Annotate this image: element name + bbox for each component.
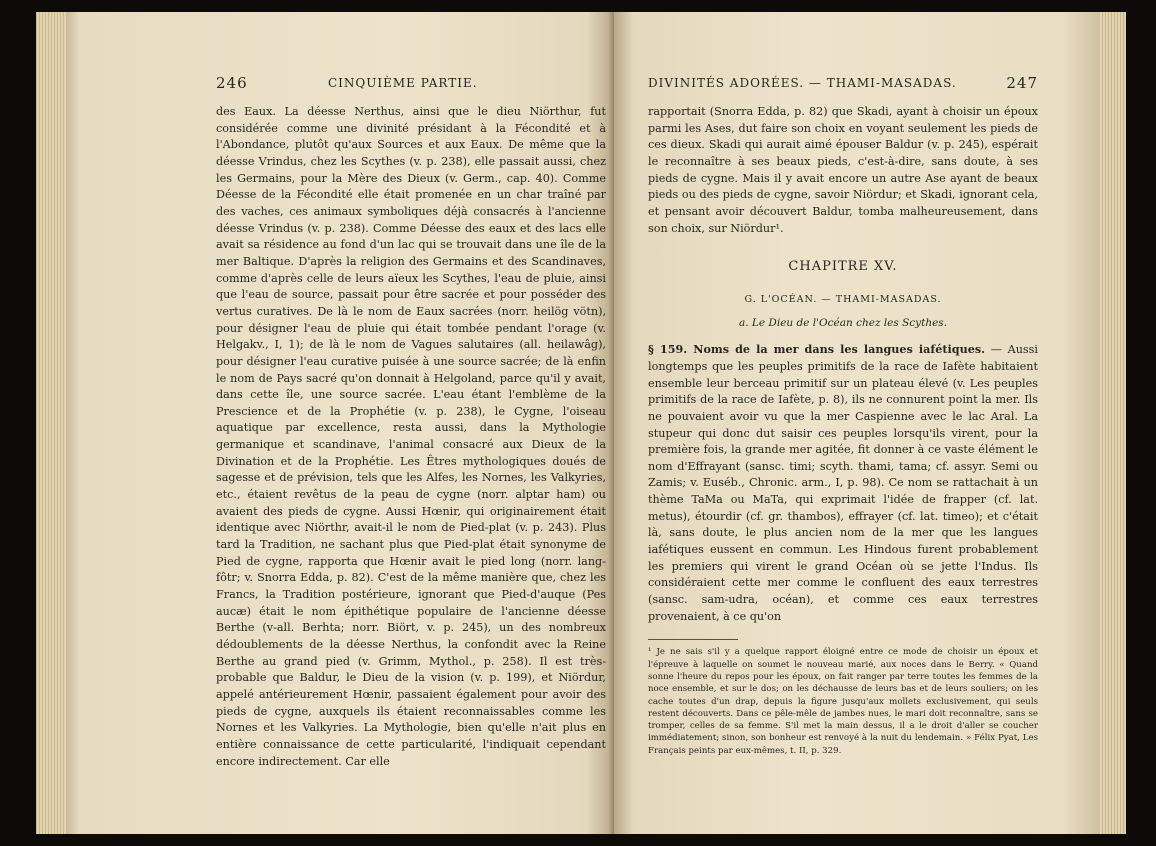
section-body: — Aussi longtemps que les peuples primitifs de la race de Iafète habitaient ensemble leur berceau primitif sur un plateau élevé (v. Les peuples primitifs de la race de Iafète, p. 8), ils ne connurent point la mer. Ils ne pouvaient avoir vu que la mer Caspienne avec le lac Aral. La stupeur qui donc dut saisir ces peuples lorsqu'ils virent, pour la première fois, la grande mer agitée, fit donner à ce vaste élément le nom d'Effrayant (sansc. timi; scyth. thami, tama; cf. assyr. Semi ou Zamis; v. Euséb., Chronic. arm., I, p. 98). Ce nom se rattachait à un thème TaMa ou MaTa, qui exprimait l'idée de frapper (cf. lat. metus), étourdir (cf. gr. thambos), effrayer (cf. lat. timeo); et c'était là, sans doute, le plus ancien nom de la mer que les langues iafétiques eussent en commun. Les Hindous furent probablement les premiers qui virent le grand Océan où se jette l'Indus. Ils considéraient cette mer comme le confluent des eaux terrestres (sansc. sam-udra, océan), et comme ces eaux terrestres provenaient, à ce qu'on (648, 343, 1038, 623)
footnote: ¹ Je ne sais s'il y a quelque rapport éloigné entre ce mode de choisir un époux et l'épreuve à laquelle on soumet le nouveau marié, aux noces dans le Berry. « Quand sonne l'heure du repos pour les époux, on fait ranger par terre toutes les femmes de la noce ensemble, et sur le dos; on les déchausse de leurs bas et de leurs souliers; on les cache toutes d'un drap, depuis la figure jusqu'aux mollets exclusivement, qui seuls restent découverts. Dans ce pêle-mêle de jambes nues, le mari doit reconnaître, sans se tromper, celles de sa femme. S'il met la main dessus, il a le droit d'aller se coucher immédiatement; sinon, son bonheur est renvoyé à la nuit du lendemain. » Félix Pyat, Les Français peints par eux-mêmes, t. II, p. 329. (648, 647, 1038, 756)
intro-paragraph: rapportait (Snorra Edda, p. 82) que Skadi, ayant à choisir un époux parmi les Ases, dut faire son choix en voyant seulement les pieds de ces dieux. Skadi qui aurait aimé épouser Baldur (v. p. 245), espérait le reconnaître à ses beaux pieds, c'est-à-dire, sans doute, à ses pieds de cygne. Mais il y avait encore un autre Ase ayant de beaux pieds ou des pieds de cygne, savoir Niördur; et Skadi, ignorant cela, et pensant avoir découvert Baldur, tomba malheureusement, dans son choix, sur Niördur¹. (648, 105, 1038, 235)
section-label: § 159. Noms de la mer dans les langues iafétiques. (648, 342, 986, 357)
running-title: CINQUIÈME PARTIE. (328, 76, 478, 90)
section-subheading: G. L'OCÉAN. — THAMI-MASADAS. (744, 293, 942, 305)
page-number: 247 (1006, 74, 1038, 92)
left-page-body (216, 104, 606, 770)
page-number: 246 (216, 74, 248, 92)
page-edges-right (1100, 12, 1126, 834)
left-page (66, 12, 614, 834)
chapter-heading: CHAPITRE XV. (788, 259, 898, 275)
right-page-body (648, 104, 1038, 757)
right-page (614, 12, 1102, 834)
page-edges-left (36, 12, 70, 834)
body-paragraph: des Eaux. La déesse Nerthus, ainsi que le dieu Niörthur, fut considérée comme une divinité présidant à la Fécondité et à l'Abondance, plutôt qu'aux Sources et aux Eaux. De même que la déesse Vrindus, chez les Scythes (v. p. 238), elle passait aussi, chez les Germains, pour la Mère des Dieux (v. Germ., cap. 40). Comme Déesse de la Fécondité elle était promenée en un char traîné par des vaches, ces animaux symboliques déjà consacrés à l'ancienne déesse Vrindus (v. p. 238). Comme Déesse des eaux et des lacs elle avait sa résidence au fond d'un lac qui se trouvait dans une île de la mer Baltique. D'après la religion des Germains et des Scandinaves, comme d'après celle de leurs aïeux les Scythes, l'eau de pluie, ainsi que l'eau de source, passait pour être sacrée et pour posséder des vertus curatives. De là le nom de Eaux sacrées (norr. heilög vötn), pour désigner l'eau de pluie qui était tombée pendant l'orage (v. Helgakv., I, 1); de là le nom de Vagues salutaires (all. heilawâg), pour désigner l'eau curative puisée à une source sacrée; de là enfin le nom de Pays sacré qu'on donnait à Helgoland, parce qu'il y avait, dans cette île, une source sacrée. L'eau étant l'emblème de la Prescience et de la Prophétie (v. p. 238), le Cygne, l'oiseau aquatique par excellence, resta aussi, dans la Mythologie germanique et scandinave, l'animal consacré aux Dieux de la Divination et de la Prophétie. Les Êtres mythologiques doués de sagesse et de prévision, tels que les Alfes, les Nornes, les Valkyries, etc., étaient revêtus de la peau de cygne (norr. alptar ham) ou avaient des pieds de cygne. Aussi Hœnir, qui originairement était identique avec Niörthr, avait-il le nom de Pied-plat (v. p. 243). Plus tard la Tradition, ne sachant plus que Pied-plat était synonyme de Pied de cygne, rapporta que Hœnir avait le pied long (norr. lang-fôtr; v. Snorra Edda, p. 82). C'est de la même manière que, chez les Francs, la Tradition postérieure, ignorant que Pied-d'auque (Pes aucæ) était le nom épithétique populaire de l'ancienne déesse Berthe (v-all. Berhta; norr. Biört, v. p. 245), un des nombreux dédoublements de la déesse Nerthus, la confondit avec la Reine Berthe au grand pied (v. Grimm, Mythol., p. 258). Il est très-probable que Baldur, le Dieu de la vision (v. p. 199), et Niördur, appelé antérieurement Hœnir, passaient également pour avoir des pieds de cygne, auxquels ils étaient reconnaissables comme les Nornes et les Valkyries. La Mythologie, bien qu'elle n'ait plus en entière connaissance de cette particularité, l'indiquait cependant encore indirectement. Car elle (216, 105, 606, 768)
open-book (36, 12, 1126, 834)
section-subsubheading: a. Le Dieu de l'Océan chez les Scythes. (738, 316, 948, 329)
footnote-rule (648, 639, 738, 640)
running-title: DIVINITÉS ADORÉES. — THAMI-MASADAS. (648, 76, 957, 90)
section-paragraph (648, 341, 1038, 625)
